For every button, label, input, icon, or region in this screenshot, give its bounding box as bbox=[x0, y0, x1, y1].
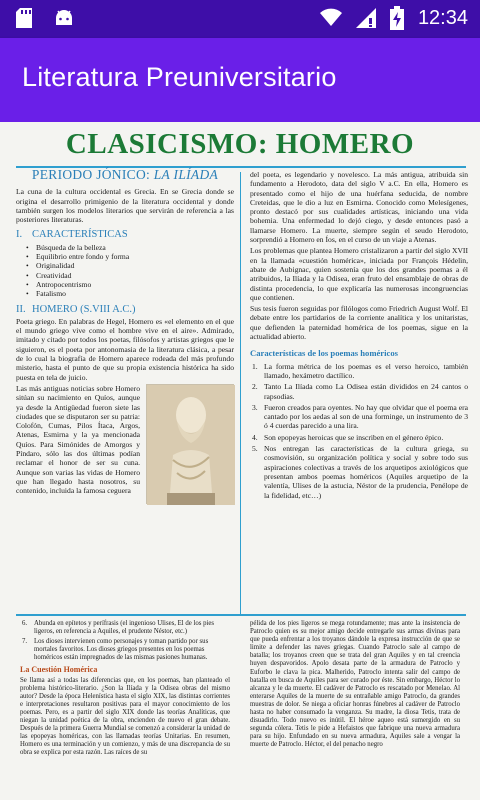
section-number: II. bbox=[16, 303, 26, 315]
left-column bbox=[16, 167, 234, 504]
patroclus-paragraph: pélida de los pies ligeros se mega rotundamente; mas ante la insistencia de Patroclo quien es su mejor amigo decide entregarle sus armas divinas para que pueda enfrentar a los troyanos dándole la expresa instrucción de que se limite a defender las naves griegas. Cuando Patroclo sale al campo de batalla; los troyanos creen que se trata del gran Aquiles y en tal creencia huyen despavoridos. Apolo desata parte de la armadura de Patroclo y Euforbo le clava la pica. Malherido, Patroclo intenta salir del campo de batalla en busca de Aquiles para ser curado por éste. Sin embargo, Héctor lo alcanza y le da muerte. El cadáver de Patroclo es rescatado por Menelao. Al enterarse Aquiles de la muerte de su entrañable amigo Patroclo, da grandes muestras de dolor. Se niega a oficiar honras fúnebres al cadáver de Patroclo hasta no haber consumado la venganza. Su madre, la diosa Tetis, trata de disuadirlo. Todo nuevo es inútil. El héroe aqueo está sumergido en su segunda cólera. Tetis le pide a Hefaistos que fabrique una nueva armadura para su hijo. Enfundado en su nueva armadura, Aquiles sale a vengar la muerte de Patroclo. Héctor, el del penacho negro bbox=[250, 620, 460, 749]
list-item: 4. Son epopeyas heroicas que se inscriben en el género épico. bbox=[252, 432, 444, 442]
section-heading-characteristics bbox=[16, 230, 234, 239]
list-item: 5. Nos entregan las características de la cultura griega, su cosmovisión, su organización política y social y sobre todo sus aspiraciones colectivas a través de los arquetipos axiológicos que presentan ambos poemas homéricos (Aquiles arquetipo de la valentía, Ulises de la astucia, Néstor de la prudencia, Penélope de la fidelidad, etc…) bbox=[252, 444, 468, 500]
right-column bbox=[250, 170, 468, 502]
legend-paragraph: del poeta, es legendario y novelesco. La más antigua, atribuida sin fundamento a Herodoto, data del siglo V a.C. En ella, Homero es presentado como el hijo de una huérfana seducida, de nombre Creteidas, que le dio a luz en Esmirna. Conocido como Melesígenes, pronto destacó por sus cualidades artísticas, iniciando una vida bohemia. Una enfermedad lo dejó ciego, y desde entonces pasó a llamarse Homero. La muerte, siempre según el seudo Herodoto, sorprendió a Homero en Íos, en el curso de un viaje a Atenas. bbox=[250, 170, 468, 245]
list-item-text: Nos entregan las características de la cultura griega, su cosmovisión, su organización política y social y sobre todo sus aspiraciones colectivas a través de los arquetipos axiológicos que presentan ambos poemas homéricos (Aquiles arquetipo de la valentía, Ulises de la astucia, Néstor de la prudencia, Penélope de la fidelidad, etc…) bbox=[264, 444, 468, 500]
wifi-icon bbox=[320, 8, 342, 28]
list-item: • Búsqueda de la belleza bbox=[36, 243, 234, 252]
column-divider bbox=[240, 172, 241, 614]
thesis-paragraph: Sus tesis fueron seguidas por filólogos como Friedrich August Wolf. El debate entre los partidarios de la corriente analítica y los unitaristas, que defienden la paternidad homérica de los poemas, sigue en la actualidad abierto. bbox=[250, 304, 468, 342]
document-title: CLASICISMO: HOMERO bbox=[65, 128, 415, 160]
list-item: • Fatalismo bbox=[36, 289, 234, 298]
list-item: • Originalidad bbox=[36, 261, 234, 270]
bottom-left-column bbox=[20, 620, 230, 760]
status-bar bbox=[0, 0, 480, 38]
poems-characteristics-list bbox=[250, 362, 468, 500]
sd-card-icon bbox=[16, 8, 32, 28]
homer-origin-paragraph: Las más antiguas noticias sobre Homero sitúan su nacimiento en Quíos, aunque ya desde la Antigüedad fueron siete las ciudades que se disputaron ser su patria: Colofón, Cumas, Pilos Ítaca, Argos, Atenas, Esmirna y la ya mencionada Quíos. Para Simónides de Amorgos y Píndaro, sólo las dos últimas podían reclamar el honor de ser su cuna. Aunque son varias las vidas de Homero que han llegado hasta nosotros, su contenido, incluida la famosa ceguera bbox=[16, 383, 140, 496]
app-title: Literatura Preuniversitario bbox=[22, 62, 337, 92]
poems-characteristics-heading: Características de los poemas homéricos bbox=[250, 348, 398, 359]
period-heading-text: PERIODO JÓNICO: bbox=[31, 167, 154, 182]
homer-bio-block bbox=[16, 384, 234, 504]
list-item: • Creatividad bbox=[36, 271, 234, 280]
section-number: I. bbox=[16, 229, 23, 241]
list-item: 6. Abunda en epítetos y perífrasis (el ingenioso Ulises, El de los pies ligeros, en referencia a Aquiles, el prudente Néstor, etc.) bbox=[22, 620, 215, 636]
period-heading-work: LA ILÍADA bbox=[153, 167, 219, 182]
list-item-text: Abunda en epítetos y perífrasis (el ingenioso Ulises, El de los pies ligeros, en referencia a Aquiles, el prudente Néstor, etc.) bbox=[34, 620, 215, 636]
more-characteristics-list bbox=[20, 620, 230, 662]
battery-charging-icon bbox=[390, 6, 404, 30]
list-item: 2. Tanto La Ilíada como La Odisea están divididos en 24 cantos o rapsodias. bbox=[252, 382, 468, 401]
no-signal-icon bbox=[356, 8, 376, 28]
section-heading-homer bbox=[16, 305, 234, 314]
page-divider bbox=[16, 614, 466, 616]
list-item: 3. Fueron creados para oyentes. No hay que olvidar que el poema era cantado por los aedas al son de una forminge, un instrumento de 3 ó 4 cuerdas parecido a una lira. bbox=[252, 402, 468, 431]
list-item-text: La forma métrica de los poemas es el verso heroico, también llamado, hexámetro dactílico. bbox=[264, 361, 468, 380]
period-heading bbox=[16, 167, 234, 182]
section-title: HOMERO (S.VIII A.C.) bbox=[32, 303, 136, 315]
homer-paragraph: Poeta griego. En palabras de Hegel, Homero es «el elemento en el que el mundo griego vive como el hombre vive en el aire». Admirado, imitado y citado por todos los poetas, filósofos y artistas griegos que le siguieron, es el poeta por antonomasia de la literatura clásica, a pesar de lo cual la biografía de Homero aparece rodeada del más profundo misterio, hasta el punto de que su propia existencia histórica ha sido puesta en tela de juicio. bbox=[16, 316, 234, 382]
list-item-text: Fueron creados para oyentes. No hay que olvidar que el poema era cantado por los aedas al son de una forminge, un instrumento de 3 ó 4 cuerdas parecido a una lira. bbox=[264, 402, 468, 431]
list-item-text: Tanto La Ilíada como La Odisea están divididos en 24 cantos o rapsodias. bbox=[264, 382, 468, 401]
bottom-right-column bbox=[250, 620, 460, 752]
document-page[interactable] bbox=[0, 122, 480, 800]
app-bar bbox=[0, 38, 480, 122]
homeric-question-paragraph: Se llama así a todas las diferencias que, en los poemas, han planteado el problema histórico-literario. ¿Son la Ilíada y la Odisea obras del mismo autor? Desde la época Helenística hasta el siglo XIX, las distintas corrientes e interpretaciones resultaron positivas para el mayor conocimiento de los poemas. Pero, es a partir del siglo XIX donde las teorías Analíticas, que niegan la unidad poética de la obra, encienden de nuevo el gran debate. Después de la primera Guerra Mundial se comenzó a considerar la unidad de las epopeyas homéricas, con las llamadas teorías Unitarias. En resumen, Homero es una terminación y un comienzo, y más de una discrepancia de su obra se explica por esta razón. Las raíces de su bbox=[20, 676, 230, 757]
section-title: CARACTERÍSTICAS bbox=[32, 229, 128, 241]
list-item-text: Son epopeyas heroicas que se inscriben en el género épico. bbox=[264, 432, 444, 442]
question-paragraph: Los problemas que plantea Homero cristalizaron a partir del siglo XVII en la llamada «cuestión homérica», iniciada por François Hédelin, abate de Aubignac, quien sostenía que los dos grandes poemas a él atribuidos, la Ilíada y la Odisea, eran fruto del ensamblaje de obras de distinta procedencia, lo que explicaría las numerosas incongruencias que contienen. bbox=[250, 246, 468, 302]
intro-paragraph: La cuna de la cultura occidental es Grecia. En se Grecia donde se origina el desarrollo primigenio de la literatura occidental y donde también surgen los modelos literarios que servirán de referencia a las posteriores literaturas. bbox=[16, 187, 234, 225]
list-item-text: Los dioses intervienen como personajes y toman partido por sus mortales favoritos. Los dioses griegos presentes en los poemas homéricos están impregnados de las mismas pasiones humanas. bbox=[34, 638, 209, 662]
list-item: 1. La forma métrica de los poemas es el verso heroico, también llamado, hexámetro dactílico. bbox=[252, 361, 468, 380]
homer-bust-image bbox=[146, 384, 234, 504]
characteristics-list bbox=[16, 243, 234, 299]
list-item: 7. Los dioses intervienen como personajes y toman partido por sus mortales favoritos. Los dioses griegos presentes en los poemas homéricos están impregnados de las mismas pasiones humanas. bbox=[22, 638, 209, 662]
clock: 12:34 bbox=[417, 6, 468, 29]
android-icon bbox=[54, 9, 74, 27]
list-item: • Equilibrio entre fondo y forma bbox=[36, 252, 234, 261]
homeric-question-heading: La Cuestión Homérica bbox=[20, 665, 98, 675]
list-item: • Antropocentrismo bbox=[36, 280, 234, 289]
